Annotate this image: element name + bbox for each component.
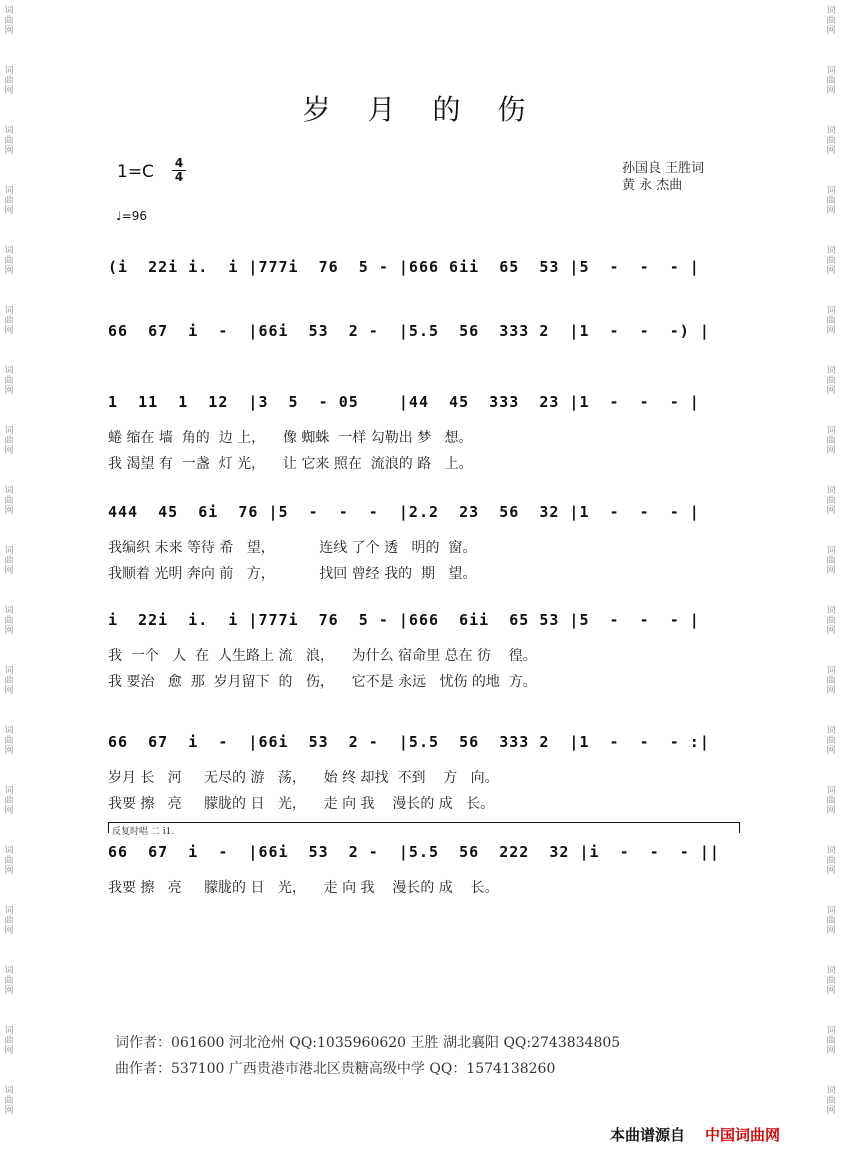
watermark-text: 词 曲 网 — [4, 366, 14, 396]
lyric-line-5-1: 我 一个 人 在 人生路上 流 浪， 为什么 宿命里 总在 彷 徨。 — [108, 648, 537, 664]
source-label: 本曲谱源自 — [610, 1126, 686, 1144]
watermark-text: 词 曲 网 — [826, 726, 836, 756]
watermark-text: 词 曲 网 — [4, 666, 14, 696]
watermark-text: 词 曲 网 — [826, 546, 836, 576]
watermark-text: 词 曲 网 — [4, 246, 14, 276]
watermark-text: 词 曲 网 — [826, 666, 836, 696]
watermark-text: 词 曲 网 — [826, 306, 836, 336]
watermark-text: 词 曲 网 — [826, 786, 836, 816]
watermark-text: 词 曲 网 — [826, 66, 836, 96]
footer-composer-info: 曲作者：537100 广西贵港市港北区贵糖高级中学 QQ：1574138260 — [115, 1061, 556, 1077]
watermark-text: 词 曲 网 — [826, 1026, 836, 1056]
watermark-text: 词 曲 网 — [4, 426, 14, 456]
lyric-line-4-1: 我编织 未来 等待 希 望， 连线 了个 透 明的 窗。 — [108, 540, 477, 556]
watermark-text: 词 曲 网 — [826, 846, 836, 876]
tempo-marking: ♩=96 — [116, 209, 147, 223]
song-title: 岁 月 的 伤 — [302, 93, 540, 126]
lyric-line-7-1: 我要 擦 亮 朦胧的 日 光， 走 向 我 漫长的 成 长。 — [108, 880, 499, 896]
watermark-text: 词 曲 网 — [4, 606, 14, 636]
footer-lyricist-info: 词作者：061600 河北沧州 QQ:1035960620 王胜 湖北襄阳 QQ:2743834805 — [115, 1035, 621, 1051]
credits — [622, 160, 704, 194]
notation-line-6: 66 67 i - |66i 53 2 - |5.5 56 333 2 |1 - - - :| — [108, 733, 710, 751]
watermark-right — [824, 0, 838, 1140]
lyric-line-4-2: 我顺着 光明 奔向 前 方， 找回 曾经 我的 期 望。 — [108, 566, 477, 582]
notation-line-4: 444 45 6i 76 |5 - - - |2.2 23 56 32 |1 - - - | — [108, 503, 700, 521]
watermark-left — [2, 0, 16, 1140]
lyric-line-6-2: 我要 擦 亮 朦胧的 日 光， 走 向 我 漫长的 成 长。 — [108, 796, 495, 812]
ending-bracket — [108, 822, 740, 833]
watermark-text: 词 曲 网 — [4, 186, 14, 216]
watermark-text: 词 曲 网 — [4, 306, 14, 336]
watermark-text: 词 曲 网 — [826, 966, 836, 996]
watermark-text: 词 曲 网 — [826, 906, 836, 936]
watermark-text: 词 曲 网 — [826, 486, 836, 516]
watermark-text: 词 曲 网 — [826, 246, 836, 276]
watermark-text: 词 曲 网 — [826, 426, 836, 456]
watermark-text: 词 曲 网 — [826, 366, 836, 396]
lyric-line-3-1: 蜷 缩在 墙 角的 边 上， 像 蜘蛛 一样 勾勒出 梦 想。 — [108, 430, 473, 446]
notation-line-7: 66 67 i - |66i 53 2 - |5.5 56 222 32 |i - - - || — [108, 843, 720, 861]
time-signature-bottom: 4 — [172, 170, 186, 184]
watermark-text: 词 曲 网 — [826, 606, 836, 636]
lyric-line-5-2: 我 要治 愈 那 岁月留下 的 伤， 它不是 永远 忧伤 的地 方。 — [108, 674, 537, 690]
watermark-text: 词 曲 网 — [826, 186, 836, 216]
watermark-text: 词 曲 网 — [4, 546, 14, 576]
time-signature — [172, 157, 186, 184]
watermark-text: 词 曲 网 — [4, 6, 14, 36]
watermark-text: 词 曲 网 — [4, 1086, 14, 1116]
watermark-text: 词 曲 网 — [4, 486, 14, 516]
key-signature: 1=C — [117, 162, 154, 182]
watermark-text: 词 曲 网 — [4, 66, 14, 96]
lyric-line-3-2: 我 渴望 有 一盏 灯 光， 让 它来 照在 流浪的 路 上。 — [108, 456, 473, 472]
watermark-text: 词 曲 网 — [4, 906, 14, 936]
watermark-text: 词 曲 网 — [4, 1026, 14, 1056]
watermark-text: 词 曲 网 — [4, 126, 14, 156]
notation-line-2: 66 67 i - |66i 53 2 - |5.5 56 333 2 |1 - - -) | — [108, 322, 710, 340]
watermark-text: 词 曲 网 — [826, 126, 836, 156]
source-credit — [610, 1124, 780, 1145]
source-site-link[interactable]: 中国词曲网 — [705, 1126, 781, 1144]
composer-credit: 黄 永 杰曲 — [622, 178, 683, 193]
notation-line-1: (i 22i i. i |777i 76 5 - |666 6ii 65 53 |5 - - - | — [108, 258, 700, 276]
lyricist-credit: 孙国良 王胜词 — [622, 161, 705, 176]
watermark-text: 词 曲 网 — [826, 1086, 836, 1116]
watermark-text: 词 曲 网 — [4, 966, 14, 996]
lyric-line-6-1: 岁月 长 河 无尽的 游 荡， 始 终 却找 不到 方 向。 — [108, 770, 499, 786]
notation-line-3: 1 11 1 12 |3 5 - 05 |44 45 333 23 |1 - - - | — [108, 393, 700, 411]
ending-label: 反复时唱 二 i1. — [112, 827, 175, 837]
notation-line-5: i 22i i. i |777i 76 5 - |666 6ii 65 53 |5 - - - | — [108, 611, 700, 629]
time-signature-top: 4 — [174, 156, 184, 170]
watermark-text: 词 曲 网 — [4, 846, 14, 876]
watermark-text: 词 曲 网 — [4, 786, 14, 816]
watermark-text: 词 曲 网 — [826, 6, 836, 36]
watermark-text: 词 曲 网 — [4, 726, 14, 756]
